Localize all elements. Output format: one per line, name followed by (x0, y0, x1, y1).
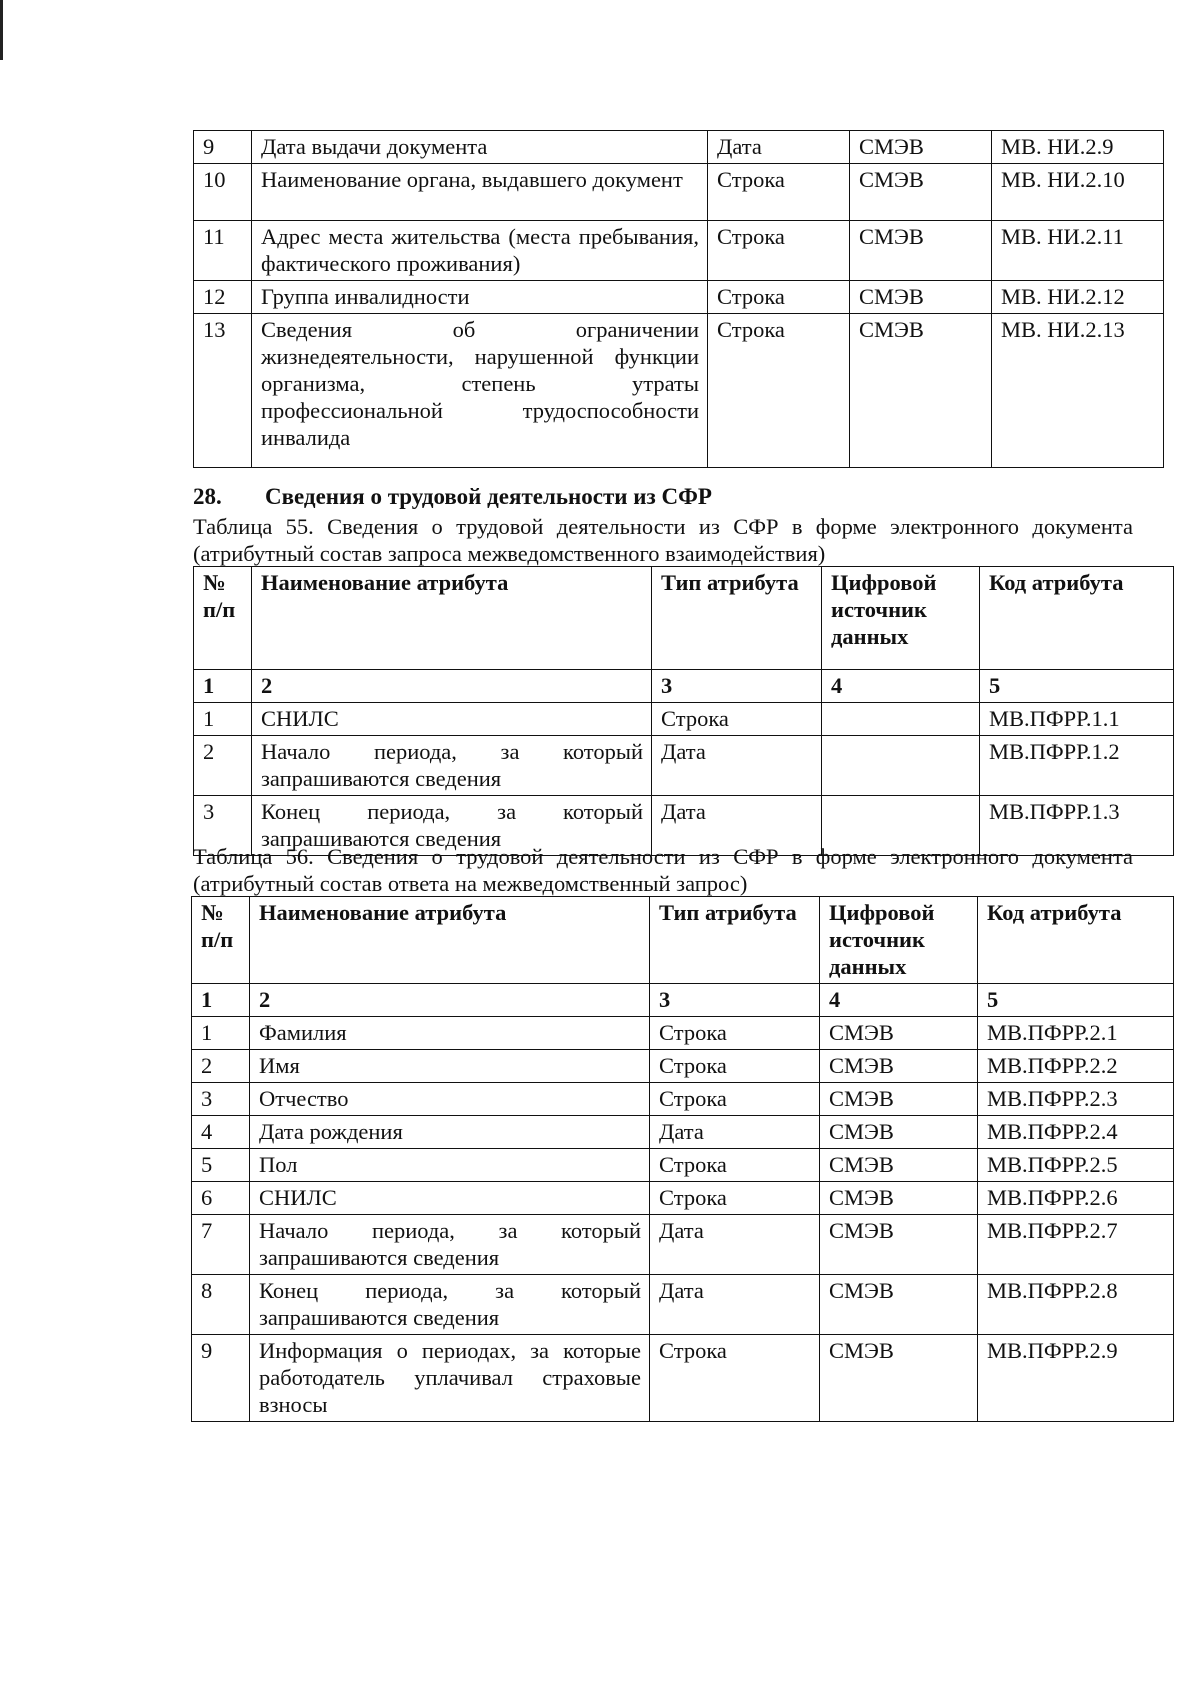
cell-attribute-name: Сведения об ограничении жизнедеятельности, нарушенной функции организма, степень утраты профессиональной трудоспособности инвалида (252, 314, 708, 468)
cell-attribute-code: МВ.ПФРР.2.9 (978, 1335, 1174, 1422)
cell-attribute-name: Наименование органа, выдавшего документ (252, 164, 708, 221)
cell-attribute-code: МВ.ПФРР.2.3 (978, 1083, 1174, 1116)
cell-data-source: СМЭВ (820, 1050, 978, 1083)
header-number: № п/п (192, 897, 250, 984)
cell-data-source: СМЭВ (820, 1182, 978, 1215)
cell-attribute-code: МВ.ПФРР.1.3 (980, 796, 1174, 856)
cell-attribute-type: Дата (708, 131, 850, 164)
cell-number: 10 (194, 164, 252, 221)
cell-number: 13 (194, 314, 252, 468)
cell-data-source: СМЭВ (850, 131, 992, 164)
cell-attribute-name: Фамилия (250, 1017, 650, 1050)
header-attribute-name: Наименование атрибута (250, 897, 650, 984)
table56-caption: Таблица 56. Сведения о трудовой деятельности из СФР в форме электронного документа (атрибутный состав ответа на межведомственный запрос) (193, 844, 1133, 896)
colnum-4: 4 (822, 670, 980, 703)
cell-number: 5 (192, 1149, 250, 1182)
cell-data-source: СМЭВ (850, 221, 992, 281)
table-row (194, 164, 1164, 221)
table-row (192, 1017, 1174, 1050)
cell-attribute-type: Строка (650, 1335, 820, 1422)
cell-attribute-code: МВ.ПФРР.2.4 (978, 1116, 1174, 1149)
cell-attribute-code: МВ.ПФРР.2.5 (978, 1149, 1174, 1182)
cell-attribute-name: СНИЛС (252, 703, 652, 736)
cell-attribute-name: Дата рождения (250, 1116, 650, 1149)
cell-data-source (822, 703, 980, 736)
cell-number: 12 (194, 281, 252, 314)
cell-attribute-type: Строка (708, 221, 850, 281)
cell-data-source: СМЭВ (820, 1116, 978, 1149)
section-number: 28. (193, 484, 222, 509)
cell-attribute-name: Пол (250, 1149, 650, 1182)
table-row (192, 1182, 1174, 1215)
header-number: № п/п (194, 567, 252, 670)
cell-attribute-name: Адрес места жительства (места пребывания, фактического проживания) (252, 221, 708, 281)
cell-number: 2 (194, 736, 252, 796)
cell-attribute-name: Конец периода, за который запрашиваются сведения (252, 796, 652, 856)
cell-attribute-code: МВ. НИ.2.10 (992, 164, 1164, 221)
table-row (192, 1149, 1174, 1182)
table-row (194, 736, 1174, 796)
cell-number: 11 (194, 221, 252, 281)
table-row (194, 131, 1164, 164)
header-attribute-code: Код атрибута (978, 897, 1174, 984)
cell-attribute-type: Дата (652, 796, 822, 856)
cell-data-source: СМЭВ (820, 1215, 978, 1275)
cell-attribute-type: Строка (708, 314, 850, 468)
cell-data-source: СМЭВ (820, 1149, 978, 1182)
table-row (192, 1083, 1174, 1116)
colnum-1: 1 (192, 984, 250, 1017)
header-attribute-type: Тип атрибута (652, 567, 822, 670)
cell-data-source: СМЭВ (850, 164, 992, 221)
table-header-row (192, 897, 1174, 984)
cell-attribute-name: Группа инвалидности (252, 281, 708, 314)
cell-attribute-code: МВ. НИ.2.13 (992, 314, 1164, 468)
cell-number: 2 (192, 1050, 250, 1083)
cell-attribute-code: МВ.ПФРР.1.2 (980, 736, 1174, 796)
cell-data-source: СМЭВ (850, 281, 992, 314)
cell-attribute-type: Дата (650, 1275, 820, 1335)
table-row (194, 221, 1164, 281)
header-data-source: Цифровой источник данных (820, 897, 978, 984)
cell-attribute-code: МВ.ПФРР.2.7 (978, 1215, 1174, 1275)
cell-number: 4 (192, 1116, 250, 1149)
cell-attribute-code: МВ. НИ.2.9 (992, 131, 1164, 164)
table55-caption: Таблица 55. Сведения о трудовой деятельности из СФР в форме электронного документа (атрибутный состав запроса межведомственного взаимодействия) (193, 514, 1133, 566)
cell-attribute-type: Дата (652, 736, 822, 796)
cell-attribute-type: Строка (650, 1083, 820, 1116)
cell-number: 9 (194, 131, 252, 164)
cell-number: 1 (192, 1017, 250, 1050)
table-row (194, 703, 1174, 736)
cell-attribute-name: Информация о периодах, за которые работодатель уплачивал страховые взносы (250, 1335, 650, 1422)
cell-attribute-code: МВ.ПФРР.2.1 (978, 1017, 1174, 1050)
cell-attribute-name: Имя (250, 1050, 650, 1083)
table-row (192, 1116, 1174, 1149)
cell-number: 6 (192, 1182, 250, 1215)
table-header-row (194, 567, 1174, 670)
cell-attribute-type: Строка (650, 1182, 820, 1215)
table-row (192, 1335, 1174, 1422)
cell-attribute-type: Строка (708, 281, 850, 314)
table-row (194, 314, 1164, 468)
cell-data-source: СМЭВ (850, 314, 992, 468)
cell-attribute-code: МВ. НИ.2.11 (992, 221, 1164, 281)
section-title: Сведения о трудовой деятельности из СФР (265, 484, 712, 509)
table-row (192, 1275, 1174, 1335)
table-row (192, 1215, 1174, 1275)
cell-attribute-code: МВ. НИ.2.12 (992, 281, 1164, 314)
cell-data-source: СМЭВ (820, 1275, 978, 1335)
colnum-1: 1 (194, 670, 252, 703)
cell-attribute-name: Дата выдачи документа (252, 131, 708, 164)
cell-attribute-name: Отчество (250, 1083, 650, 1116)
colnum-5: 5 (978, 984, 1174, 1017)
cell-attribute-name: СНИЛС (250, 1182, 650, 1215)
table-previous-body (194, 131, 1164, 468)
cell-attribute-type: Дата (650, 1215, 820, 1275)
header-attribute-type: Тип атрибута (650, 897, 820, 984)
colnum-3: 3 (650, 984, 820, 1017)
cell-attribute-code: МВ.ПФРР.2.2 (978, 1050, 1174, 1083)
colnum-3: 3 (652, 670, 822, 703)
colnum-5: 5 (980, 670, 1174, 703)
cell-attribute-name: Конец периода, за который запрашиваются сведения (250, 1275, 650, 1335)
table-row (194, 281, 1164, 314)
column-number-row (194, 670, 1174, 703)
cell-data-source: СМЭВ (820, 1017, 978, 1050)
column-number-row (192, 984, 1174, 1017)
table56 (191, 896, 1174, 1422)
table-previous-continued (193, 130, 1164, 468)
cell-number: 9 (192, 1335, 250, 1422)
cell-attribute-name: Начало периода, за который запрашиваются сведения (252, 736, 652, 796)
cell-number: 1 (194, 703, 252, 736)
header-attribute-name: Наименование атрибута (252, 567, 652, 670)
cell-attribute-code: МВ.ПФРР.2.6 (978, 1182, 1174, 1215)
cell-data-source (822, 736, 980, 796)
table55 (193, 566, 1174, 856)
cell-attribute-type: Строка (652, 703, 822, 736)
cell-attribute-type: Строка (650, 1149, 820, 1182)
cell-attribute-code: МВ.ПФРР.1.1 (980, 703, 1174, 736)
section-heading (193, 484, 712, 510)
cell-number: 8 (192, 1275, 250, 1335)
table56-body (192, 897, 1174, 1422)
header-attribute-code: Код атрибута (980, 567, 1174, 670)
cell-attribute-code: МВ.ПФРР.2.8 (978, 1275, 1174, 1335)
colnum-2: 2 (252, 670, 652, 703)
cell-number: 3 (194, 796, 252, 856)
colnum-2: 2 (250, 984, 650, 1017)
colnum-4: 4 (820, 984, 978, 1017)
cell-data-source: СМЭВ (820, 1083, 978, 1116)
cell-attribute-type: Строка (708, 164, 850, 221)
cell-number: 3 (192, 1083, 250, 1116)
cell-attribute-type: Строка (650, 1017, 820, 1050)
cell-attribute-name: Начало периода, за который запрашиваются сведения (250, 1215, 650, 1275)
cell-attribute-type: Строка (650, 1050, 820, 1083)
header-data-source: Цифровой источник данных (822, 567, 980, 670)
cell-data-source: СМЭВ (820, 1335, 978, 1422)
cell-attribute-type: Дата (650, 1116, 820, 1149)
cell-number: 7 (192, 1215, 250, 1275)
table55-body (194, 567, 1174, 856)
table-row (192, 1050, 1174, 1083)
